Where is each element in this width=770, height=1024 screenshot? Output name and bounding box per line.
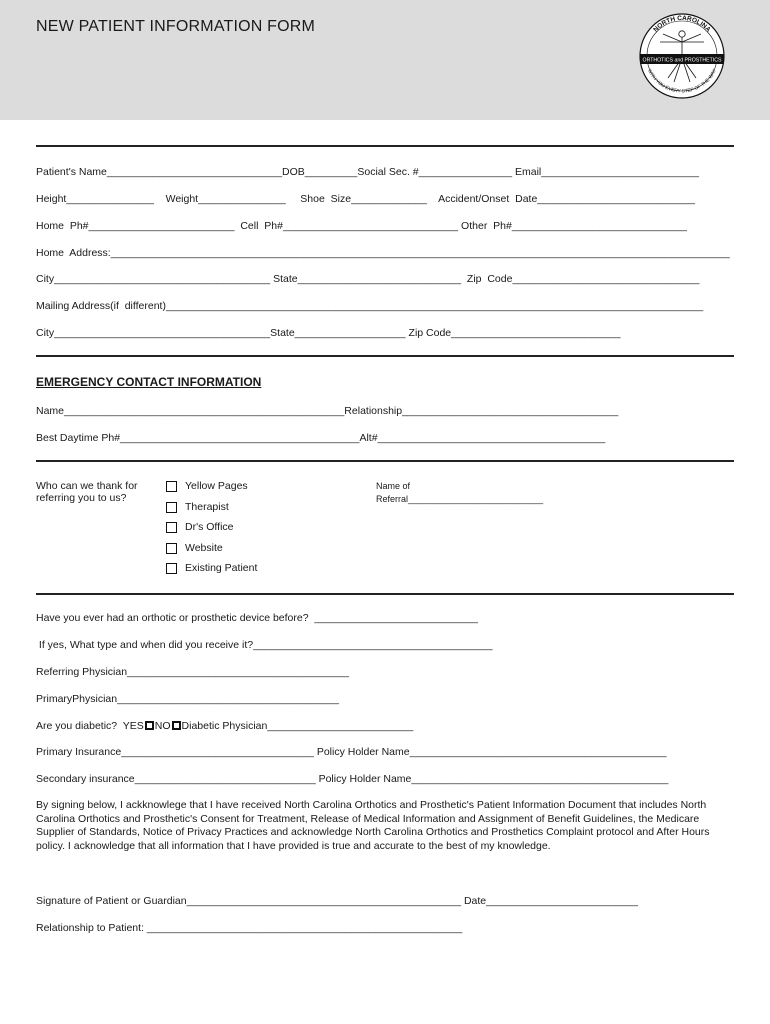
emergency-name-row[interactable]: Name________________________________________________Relationship_____________________________________ — [36, 405, 619, 417]
height-weight-row[interactable]: Height_______________ Weight_______________ Shoe Size_____________ Accident/Onset Date___________________________ — [36, 193, 695, 205]
logo-bottom-text: WITH YOU EVERY STEP OF THE WAY — [646, 68, 718, 95]
form-title: NEW PATIENT INFORMATION FORM — [36, 18, 316, 35]
emergency-phone-row[interactable]: Best Daytime Ph#_________________________________________Alt#_______________________________________ — [36, 432, 606, 444]
divider — [36, 593, 734, 595]
checkbox[interactable] — [166, 481, 177, 492]
checkbox[interactable] — [166, 563, 177, 574]
option-existing-patient[interactable]: Existing Patient — [166, 562, 257, 574]
patient-name-row[interactable]: Patient's Name______________________________DOB_________Social Sec. #________________ Email___________________________ — [36, 166, 699, 178]
referral-name-label: Name of Referral___________________________ — [376, 481, 544, 504]
secondary-insurance-row[interactable]: Secondary insurance_______________________________ Policy Holder Name____________________________________________ — [36, 773, 669, 785]
phone-row[interactable]: Home Ph#_________________________ Cell Ph#______________________________ Other Ph#______________________________ — [36, 220, 688, 232]
mailing-address-row[interactable]: Mailing Address(if different)____________________________________________________________________________________________ — [36, 300, 704, 312]
option-website[interactable]: Website — [166, 542, 223, 554]
logo-top-text: NORTH CAROLINA — [652, 14, 712, 34]
home-address-row[interactable]: Home Address:__________________________________________________________________________________________________________ — [36, 247, 730, 259]
primary-physician-row[interactable]: PrimaryPhysician______________________________________ — [36, 693, 340, 705]
referring-physician-row[interactable]: Referring Physician______________________________________ — [36, 666, 349, 678]
checkbox[interactable] — [166, 543, 177, 554]
divider — [36, 355, 734, 357]
company-logo — [636, 0, 728, 110]
diabetic-yes-checkbox[interactable] — [145, 721, 154, 730]
diabetic-row: Are you diabetic? YES NO Diabetic Physician_________________________ — [36, 720, 414, 732]
option-drs-office[interactable]: Dr's Office — [166, 521, 234, 533]
referral-question: Who can we thank for referring you to us? — [36, 480, 138, 504]
divider — [36, 460, 734, 462]
prior-device-row[interactable]: Have you ever had an orthotic or prosthetic device before? ____________________________ — [36, 612, 478, 624]
emergency-contact-heading: EMERGENCY CONTACT INFORMATION — [36, 375, 262, 389]
mailing-city-state-zip-row[interactable]: City_____________________________________State___________________ Zip Code_____________________________ — [36, 327, 621, 339]
consent-paragraph: By signing below, I ackknowlege that I have received North Carolina Orthotics and Prosthetic's Patient Information Document that includes North Carolina Orthotics and Prosthetic's Consent for Treatment, Release of Medical Information and Assignment of Benefit Guidelines, the Medicare Supplier of Standards, Notice of Privacy Practices and acknowledge North Carolina Orthotics and Prosthetics Complaint protocol and After Hours policy. I acknowledge that all information that I have provided is true and accurate to the best of my knowledge. — [36, 799, 710, 852]
logo-band-text: ORTHOTICS and PROSTHETICS — [642, 57, 722, 64]
checkbox[interactable] — [166, 522, 177, 533]
relationship-row[interactable]: Relationship to Patient: ______________________________________________________ — [36, 922, 463, 934]
diabetic-physician-field[interactable]: Diabetic Physician_________________________ — [181, 720, 414, 732]
referral-name-field[interactable]: Referral___________________________ — [376, 494, 544, 504]
signature-row[interactable]: Signature of Patient or Guardian_______________________________________________ Date__________________________ — [36, 895, 638, 907]
divider — [36, 145, 734, 147]
option-yellow-pages[interactable]: Yellow Pages — [166, 480, 248, 492]
city-state-zip-row[interactable]: City_____________________________________ State____________________________ Zip Code________________________________ — [36, 273, 700, 285]
primary-insurance-row[interactable]: Primary Insurance_________________________________ Policy Holder Name____________________________________________ — [36, 746, 667, 758]
option-therapist[interactable]: Therapist — [166, 501, 229, 513]
checkbox[interactable] — [166, 502, 177, 513]
diabetic-no-checkbox[interactable] — [172, 721, 181, 730]
device-type-row[interactable]: If yes, What type and when did you receive it?_________________________________________ — [36, 639, 493, 651]
